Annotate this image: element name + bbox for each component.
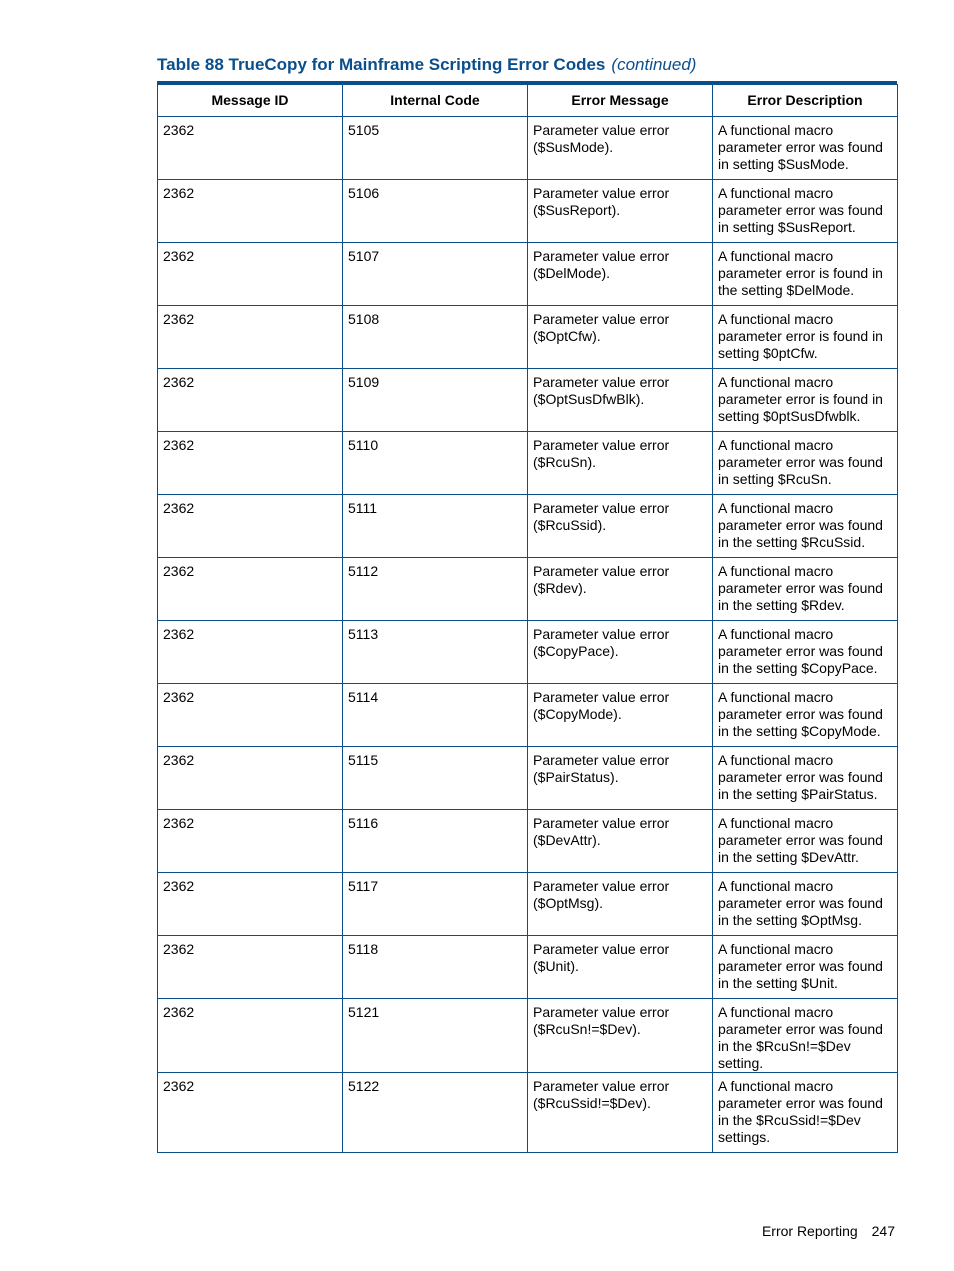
table-row	[158, 243, 898, 306]
table-header-row	[158, 85, 898, 117]
internal-code-cell: 5117	[343, 873, 528, 936]
column-header-error-message: Error Message	[528, 85, 713, 117]
table-row	[158, 873, 898, 936]
message-id-cell: 2362	[158, 432, 343, 495]
message-id-cell: 2362	[158, 369, 343, 432]
message-id-cell: 2362	[158, 306, 343, 369]
table-row	[158, 369, 898, 432]
error-description-cell: A functional macro parameter error was found in the setting $PairStatus.	[713, 747, 898, 810]
table-row	[158, 936, 898, 999]
table-row	[158, 1073, 898, 1153]
message-id-cell: 2362	[158, 1073, 343, 1153]
table-row	[158, 621, 898, 684]
internal-code-cell: 5115	[343, 747, 528, 810]
page-number: 247	[871, 1223, 895, 1239]
message-id-cell: 2362	[158, 999, 343, 1073]
message-id-cell: 2362	[158, 684, 343, 747]
internal-code-cell: 5122	[343, 1073, 528, 1153]
error-message-cell: Parameter value error ($Rdev).	[528, 558, 713, 621]
error-message-cell: Parameter value error ($OptCfw).	[528, 306, 713, 369]
table-row	[158, 495, 898, 558]
message-id-cell: 2362	[158, 873, 343, 936]
message-id-cell: 2362	[158, 558, 343, 621]
error-description-cell: A functional macro parameter error was found in the setting $CopyPace.	[713, 621, 898, 684]
internal-code-cell: 5106	[343, 180, 528, 243]
internal-code-cell: 5110	[343, 432, 528, 495]
column-header-error-description: Error Description	[713, 85, 898, 117]
error-description-cell: A functional macro parameter error was found in the $RcuSsid!=$Dev settings.	[713, 1073, 898, 1153]
error-message-cell: Parameter value error ($DelMode).	[528, 243, 713, 306]
internal-code-cell: 5118	[343, 936, 528, 999]
internal-code-cell: 5109	[343, 369, 528, 432]
footer-section-title: Error Reporting	[761, 1223, 858, 1239]
error-description-cell: A functional macro parameter error was found in setting $RcuSn.	[713, 432, 898, 495]
message-id-cell: 2362	[158, 621, 343, 684]
table-row	[158, 117, 898, 180]
message-id-cell: 2362	[158, 180, 343, 243]
table-caption	[157, 55, 897, 75]
column-header-message-id: Message ID	[158, 85, 343, 117]
table-row	[158, 810, 898, 873]
error-message-cell: Parameter value error ($SusMode).	[528, 117, 713, 180]
internal-code-cell: 5111	[343, 495, 528, 558]
error-message-cell: Parameter value error ($RcuSsid).	[528, 495, 713, 558]
internal-code-cell: 5121	[343, 999, 528, 1073]
error-description-cell: A functional macro parameter error was found in setting $SusMode.	[713, 117, 898, 180]
error-description-cell: A functional macro parameter error was found in the setting $Unit.	[713, 936, 898, 999]
table-row	[158, 558, 898, 621]
page-footer	[762, 1223, 895, 1239]
error-message-cell: Parameter value error ($RcuSn).	[528, 432, 713, 495]
error-description-cell: A functional macro parameter error is found in setting $0ptCfw.	[713, 306, 898, 369]
continued-label: (continued)	[611, 55, 697, 74]
table-row	[158, 432, 898, 495]
error-message-cell: Parameter value error ($CopyMode).	[528, 684, 713, 747]
table-title: Table 88 TrueCopy for Mainframe Scripting Error Codes	[157, 55, 606, 74]
error-description-cell: A functional macro parameter error was found in the $RcuSn!=$Dev setting.	[713, 999, 898, 1073]
error-description-cell: A functional macro parameter error is found in the setting $DelMode.	[713, 243, 898, 306]
error-message-cell: Parameter value error ($DevAttr).	[528, 810, 713, 873]
table-row	[158, 999, 898, 1073]
message-id-cell: 2362	[158, 936, 343, 999]
internal-code-cell: 5112	[343, 558, 528, 621]
internal-code-cell: 5105	[343, 117, 528, 180]
error-description-cell: A functional macro parameter error was found in the setting $OptMsg.	[713, 873, 898, 936]
error-message-cell: Parameter value error ($RcuSn!=$Dev).	[528, 999, 713, 1073]
internal-code-cell: 5108	[343, 306, 528, 369]
error-codes-table	[157, 84, 898, 1153]
message-id-cell: 2362	[158, 747, 343, 810]
error-message-cell: Parameter value error ($OptMsg).	[528, 873, 713, 936]
error-description-cell: A functional macro parameter error was found in the setting $Rdev.	[713, 558, 898, 621]
table-row	[158, 684, 898, 747]
column-header-internal-code: Internal Code	[343, 85, 528, 117]
message-id-cell: 2362	[158, 243, 343, 306]
message-id-cell: 2362	[158, 495, 343, 558]
message-id-cell: 2362	[158, 810, 343, 873]
table-row	[158, 306, 898, 369]
error-message-cell: Parameter value error ($SusReport).	[528, 180, 713, 243]
error-message-cell: Parameter value error ($RcuSsid!=$Dev).	[528, 1073, 713, 1153]
internal-code-cell: 5116	[343, 810, 528, 873]
error-description-cell: A functional macro parameter error was found in setting $SusReport.	[713, 180, 898, 243]
internal-code-cell: 5113	[343, 621, 528, 684]
table-row	[158, 747, 898, 810]
error-message-cell: Parameter value error ($OptSusDfwBlk).	[528, 369, 713, 432]
message-id-cell: 2362	[158, 117, 343, 180]
error-description-cell: A functional macro parameter error is found in setting $0ptSusDfwblk.	[713, 369, 898, 432]
internal-code-cell: 5114	[343, 684, 528, 747]
internal-code-cell: 5107	[343, 243, 528, 306]
error-description-cell: A functional macro parameter error was found in the setting $DevAttr.	[713, 810, 898, 873]
error-message-cell: Parameter value error ($Unit).	[528, 936, 713, 999]
error-description-cell: A functional macro parameter error was found in the setting $RcuSsid.	[713, 495, 898, 558]
table-row	[158, 180, 898, 243]
error-message-cell: Parameter value error ($CopyPace).	[528, 621, 713, 684]
error-message-cell: Parameter value error ($PairStatus).	[528, 747, 713, 810]
error-description-cell: A functional macro parameter error was found in the setting $CopyMode.	[713, 684, 898, 747]
